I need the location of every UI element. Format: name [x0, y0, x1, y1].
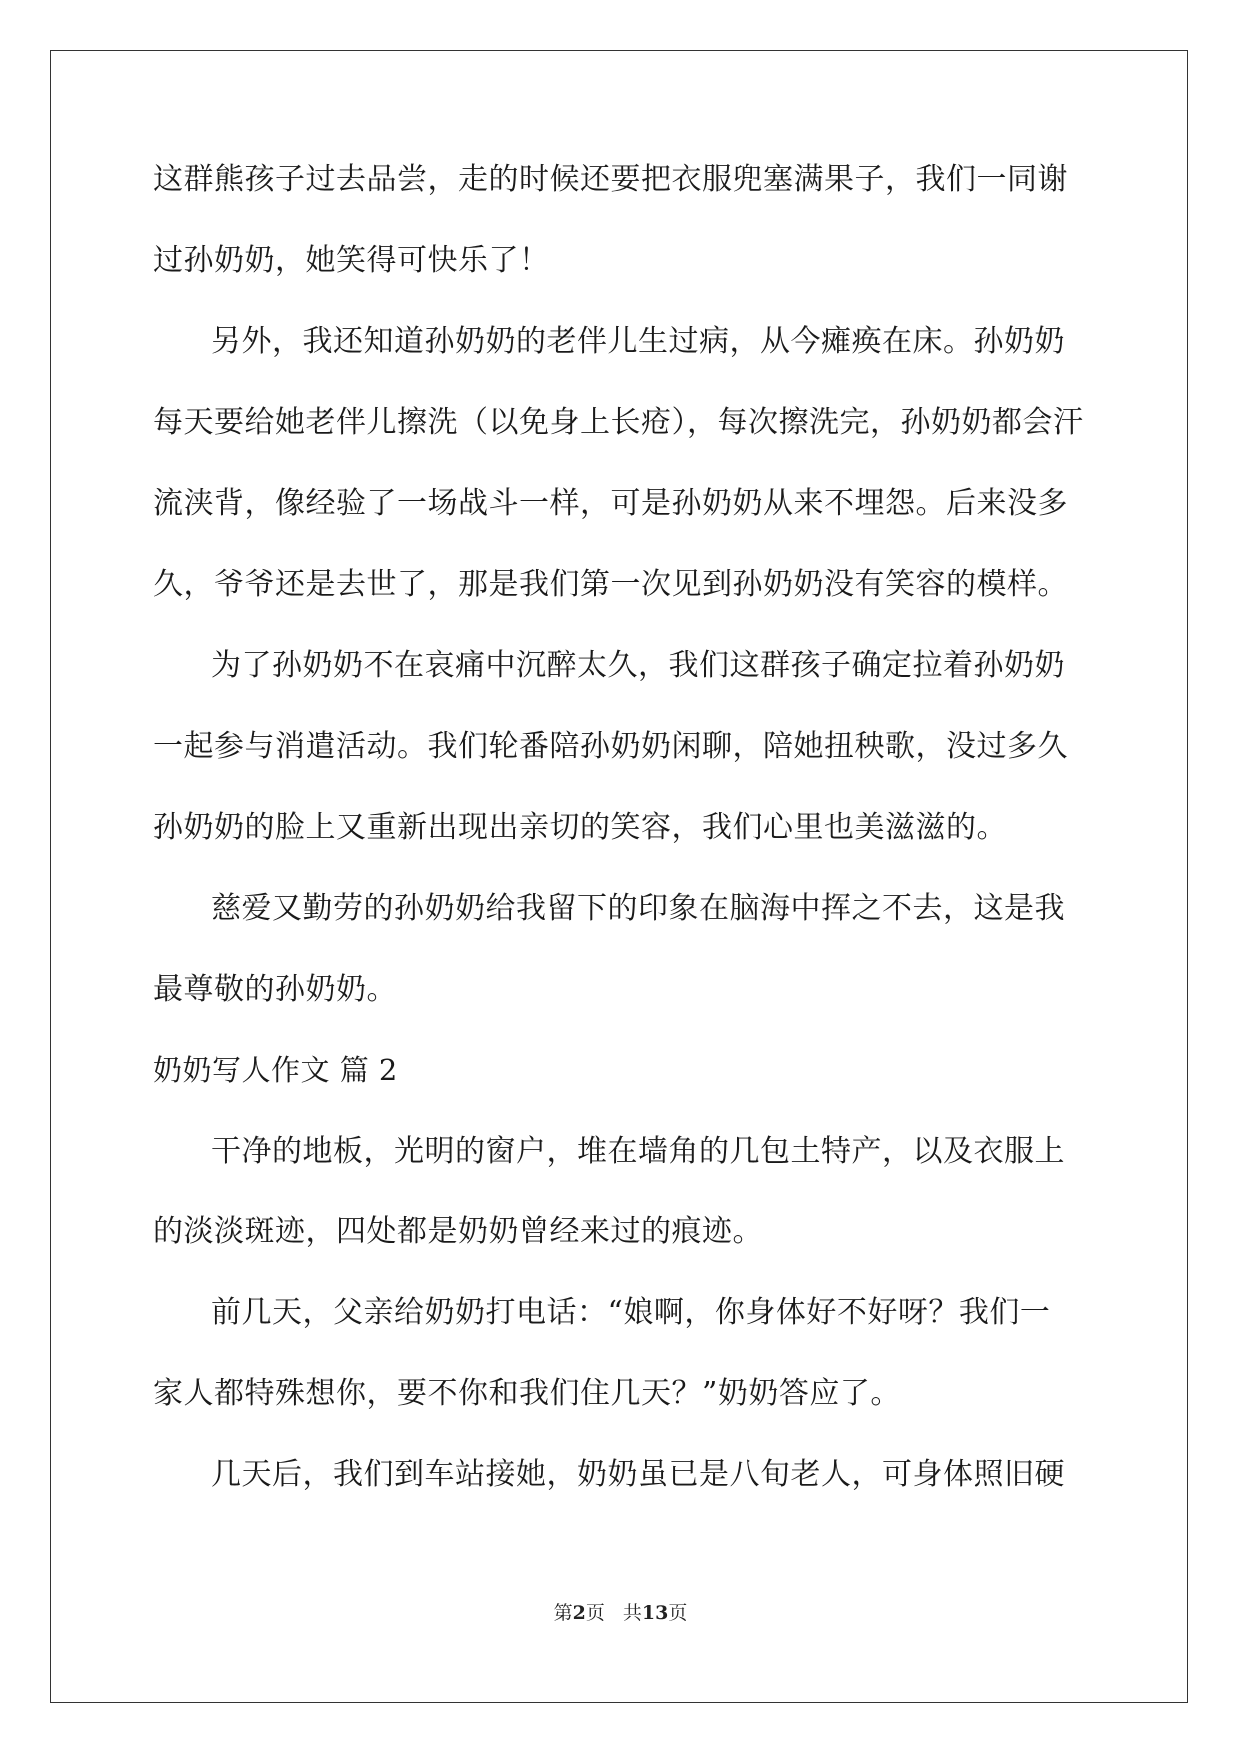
section-heading: 奶奶写人作文 篇 2: [153, 1053, 398, 1087]
page-number: 2: [572, 1602, 586, 1624]
paragraph-start: 慈爱又勤劳的孙奶奶给我留下的印象在脑海中挥之不去，这是我: [211, 891, 1065, 926]
text-line: 的淡淡斑迹，四处都是奶奶曾经来过的痕迹。: [153, 1214, 763, 1249]
page-prefix: 第: [553, 1602, 573, 1624]
total-pages: 13: [641, 1602, 669, 1624]
text-line: 孙奶奶的脸上又重新出现出亲切的笑容，我们心里也美滋滋的。: [153, 810, 1007, 845]
text-line: 流浃背，像经验了一场战斗一样，可是孙奶奶从来不埋怨。后来没多: [153, 486, 1068, 521]
paragraph-start: 几天后，我们到车站接她，奶奶虽已是八旬老人，可身体照旧硬: [211, 1457, 1065, 1492]
page-footer: [0, 1600, 1241, 1626]
text-line: 久，爷爷还是去世了，那是我们第一次见到孙奶奶没有笑容的模样。: [153, 567, 1068, 602]
text-line: 每天要给她老伴儿擦洗（以免身上长疮），每次擦洗完，孙奶奶都会汗: [153, 405, 1084, 440]
paragraph-start: 前几天，父亲给奶奶打电话：“娘啊，你身体好不好呀？我们一: [211, 1295, 1051, 1330]
text-line: 过孙奶奶，她笑得可快乐了！: [153, 243, 550, 278]
total-prefix: 共: [622, 1602, 642, 1624]
text-line: 最尊敬的孙奶奶。: [153, 972, 397, 1007]
paragraph-start: 干净的地板，光明的窗户，堆在墙角的几包土特产，以及衣服上: [211, 1134, 1065, 1169]
paragraph-start: 为了孙奶奶不在哀痛中沉醉太久，我们这群孩子确定拉着孙奶奶: [211, 648, 1065, 683]
total-suffix: 页: [668, 1602, 688, 1624]
text-line: 一起参与消遣活动。我们轮番陪孙奶奶闲聊，陪她扭秧歌，没过多久: [153, 729, 1068, 764]
text-line: 家人都特殊想你，要不你和我们住几天？”奶奶答应了。: [153, 1376, 901, 1411]
text-line: 这群熊孩子过去品尝，走的时候还要把衣服兜塞满果子，我们一同谢: [153, 162, 1068, 197]
page-suffix: 页: [585, 1602, 605, 1624]
paragraph-start: 另外，我还知道孙奶奶的老伴儿生过病，从今瘫痪在床。孙奶奶: [211, 324, 1065, 359]
